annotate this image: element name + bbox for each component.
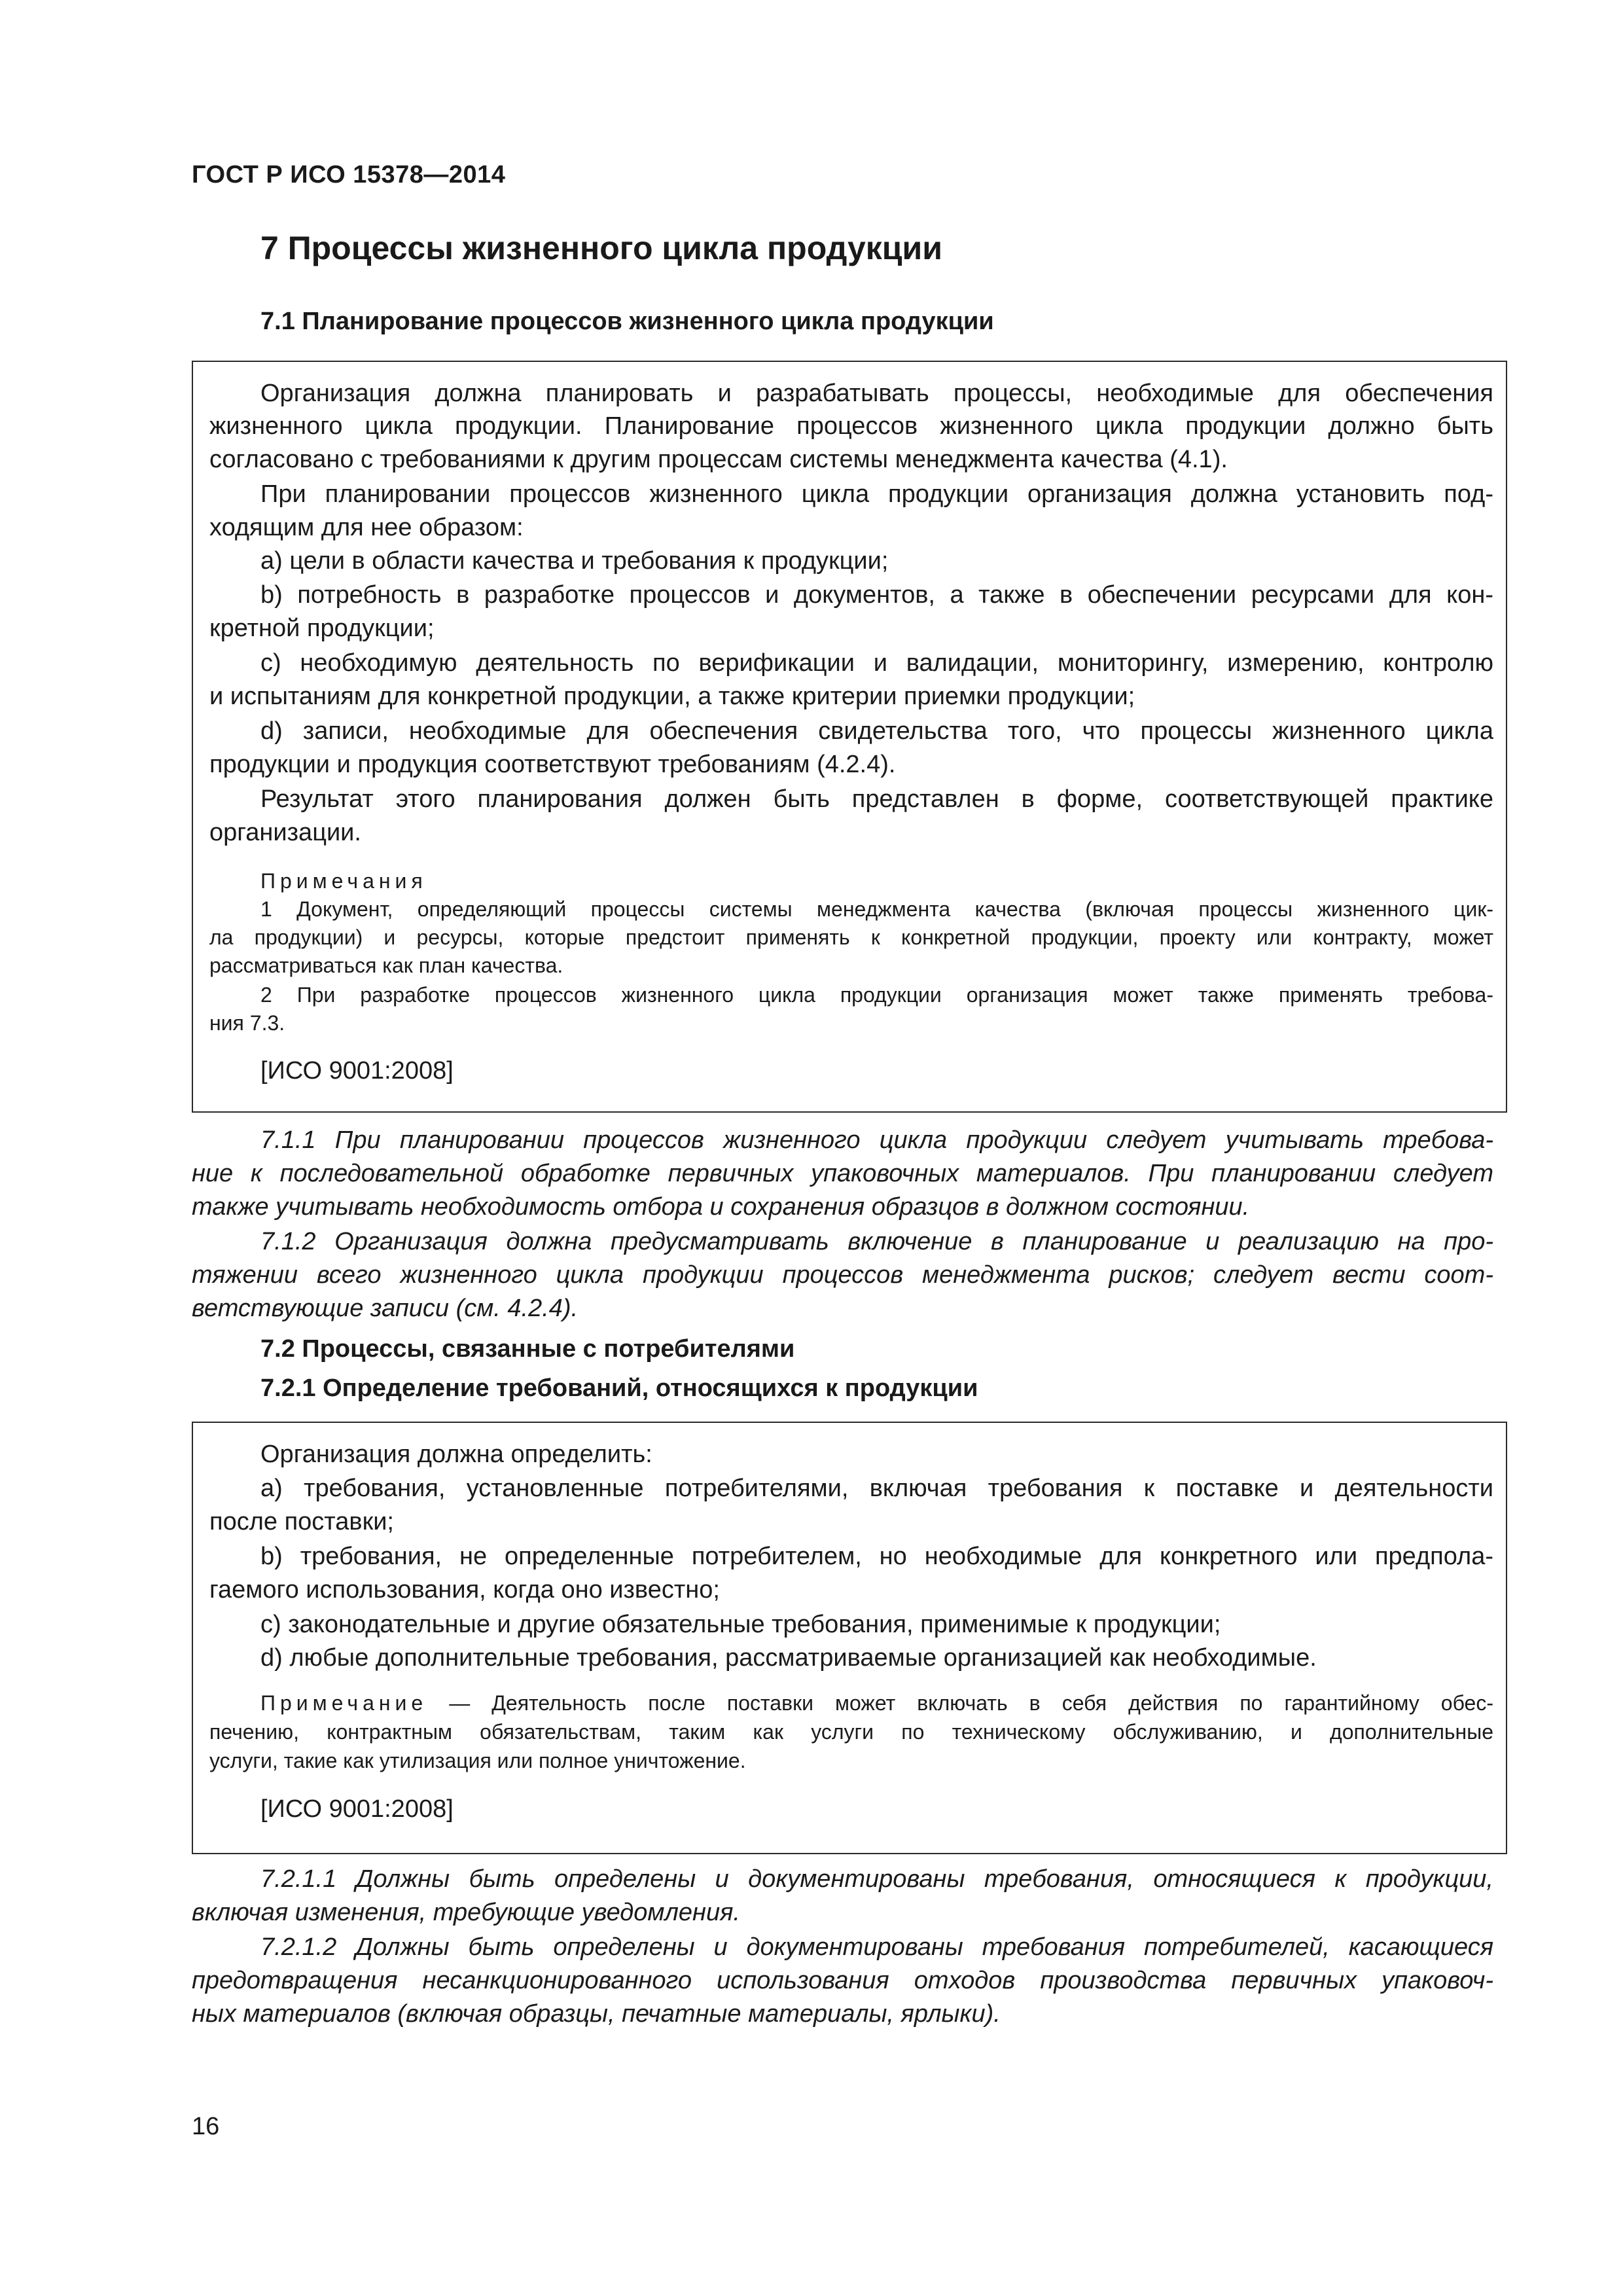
page-number: 16 — [192, 2113, 220, 2140]
clause-7-2-1-2-line: предотвращения несанкционированного использования отходов производства первичных упаковоч- — [192, 1967, 1493, 1994]
note-line: 1 Документ, определяющий процессы системы менеджмента качества (включая процессы жизненного цик- — [260, 897, 1493, 921]
note-label: Примечание — [260, 1691, 428, 1715]
box-7-2-1-line: c) законодательные и другие обязательные требования, применимые к продукции; — [260, 1611, 1221, 1638]
box-7-2-1-line: гаемого использования, когда оно известно; — [209, 1576, 720, 1604]
box-7-1-line: b) потребность в разработке процессов и документов, а также в обеспечении ресурсами для кон- — [260, 581, 1493, 609]
box-7-1-line: кретной продукции; — [209, 615, 435, 642]
clause-7-1-2-line: ветствующие записи (см. 4.2.4). — [192, 1295, 579, 1322]
note-line: рассматриваться как план качества. — [209, 954, 563, 977]
clause-7-2-1-1-line: 7.2.1.1 Должны быть определены и документированы требования, относящиеся к продукции, — [260, 1865, 1493, 1893]
box-7-2-1-line: после поставки; — [209, 1508, 394, 1535]
box-7-1-line: жизненного цикла продукции. Планирование процессов жизненного цикла продукции должно быть — [209, 412, 1493, 440]
box-7-1-line: При планировании процессов жизненного цикла продукции организация должна установить под- — [260, 480, 1493, 508]
box-7-1-line: Организация должна планировать и разрабатывать процессы, необходимые для обеспечения — [260, 380, 1493, 407]
section-7-2-1-title: 7.2.1 Определение требований, относящихся к продукции — [260, 1374, 978, 1402]
box-7-2-1-line: d) любые дополнительные требования, рассматриваемые организацией как необходимые. — [260, 1644, 1317, 1672]
box-7-1-line: согласовано с требованиями к другим процессам системы менеджмента качества (4.1). — [209, 446, 1228, 473]
box-7-2-1-line: Организация должна определить: — [260, 1441, 652, 1468]
box-7-2-1-line: a) требования, установленные потребителями, включая требования к поставке и деятельности — [260, 1475, 1493, 1502]
notes-heading: Примечания — [260, 869, 427, 893]
iso-reference: [ИСО 9001:2008] — [260, 1795, 454, 1823]
box-7-1-line: и испытаниям для конкретной продукции, а также критерии приемки продукции; — [209, 683, 1135, 710]
note-line: 2 При разработке процессов жизненного цикла продукции организация может также применять требова- — [260, 983, 1493, 1007]
section-7-title: 7 Процессы жизненного цикла продукции — [260, 230, 942, 266]
section-7-1-title: 7.1 Планирование процессов жизненного цикла продукции — [260, 308, 994, 335]
clause-7-1-1-line: 7.1.1 При планировании процессов жизненного цикла продукции следует учитывать требова- — [260, 1126, 1493, 1154]
clause-7-1-2-line: тяжении всего жизненного цикла продукции процессов менеджмента рисков; следует вести соот- — [192, 1261, 1493, 1289]
note-line: услуги, такие как утилизация или полное уничтожение. — [209, 1749, 746, 1772]
note-first-line — [260, 1693, 1493, 1713]
note-line: печению, контрактным обязательствам, таким как услуги по техническому обслуживанию, и дополнительные — [209, 1720, 1493, 1744]
note-line: ния 7.3. — [209, 1011, 285, 1035]
iso-reference: [ИСО 9001:2008] — [260, 1057, 454, 1085]
document-header: ГОСТ Р ИСО 15378—2014 — [192, 161, 506, 188]
box-7-1-line: a) цели в области качества и требования к продукции; — [260, 547, 889, 575]
note-line: ла продукции) и ресурсы, которые предстоит применять к конкретной продукции, проекту или контракту, может — [209, 925, 1493, 949]
box-7-1-line: продукции и продукция соответствуют требованиям (4.2.4). — [209, 751, 896, 778]
clause-7-2-1-1-line: включая изменения, требующие уведомления. — [192, 1899, 740, 1926]
clause-7-2-1-2-line: ных материалов (включая образцы, печатные материалы, ярлыки). — [192, 2000, 1001, 2028]
box-7-1-line: d) записи, необходимые для обеспечения свидетельства того, что процессы жизненного цикла — [260, 717, 1493, 745]
box-7-1-line: c) необходимую деятельность по верификации и валидации, мониторингу, измерению, контролю — [260, 649, 1493, 677]
clause-7-1-1-line: ние к последовательной обработке первичных упаковочных материалов. При планировании следует — [192, 1160, 1493, 1187]
section-7-2-title: 7.2 Процессы, связанные с потребителями — [260, 1335, 795, 1363]
box-7-2-1-line: b) требования, не определенные потребителем, но необходимые для конкретного или предпола- — [260, 1543, 1493, 1570]
clause-7-1-1-line: также учитывать необходимость отбора и сохранения образцов в должном состоянии. — [192, 1193, 1250, 1221]
box-7-1-line: ходящим для нее образом: — [209, 514, 524, 541]
clause-7-1-2-line: 7.1.2 Организация должна предусматривать включение в планирование и реализацию на про- — [260, 1228, 1493, 1255]
box-7-1-line: организации. — [209, 819, 361, 846]
clause-7-2-1-2-line: 7.2.1.2 Должны быть определены и документированы требования потребителей, касающиеся — [260, 1933, 1493, 1961]
note-text: — Деятельность после поставки может включать в себя действия по гарантийному обес- — [427, 1691, 1493, 1715]
box-7-1-line: Результат этого планирования должен быть представлен в форме, соответствующей практике — [260, 785, 1493, 813]
